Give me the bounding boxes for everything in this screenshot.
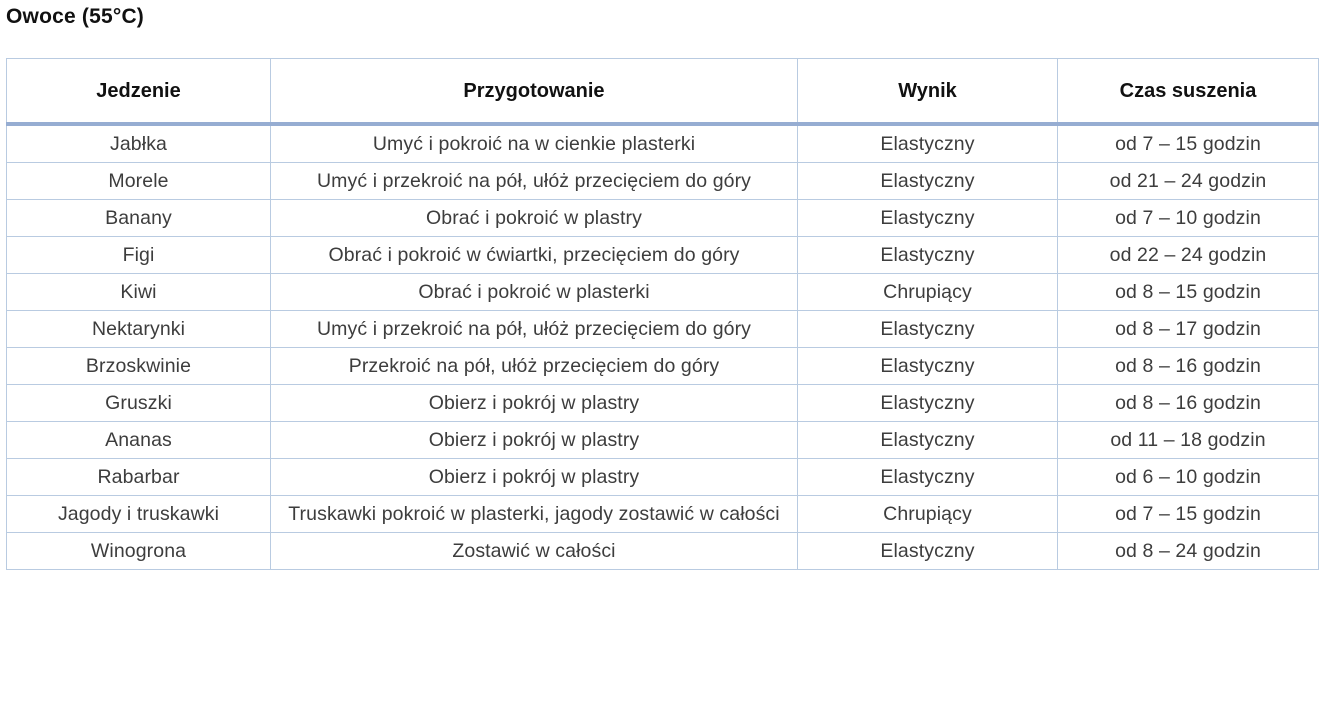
cell-czas-suszenia: od 8 – 24 godzin [1058, 533, 1319, 570]
cell-jedzenie: Gruszki [7, 385, 271, 422]
cell-wynik: Elastyczny [798, 237, 1058, 274]
header-wynik: Wynik [798, 59, 1058, 125]
cell-czas-suszenia: od 7 – 15 godzin [1058, 496, 1319, 533]
cell-wynik: Elastyczny [798, 385, 1058, 422]
cell-jedzenie: Brzoskwinie [7, 348, 271, 385]
cell-czas-suszenia: od 22 – 24 godzin [1058, 237, 1319, 274]
cell-czas-suszenia: od 8 – 16 godzin [1058, 348, 1319, 385]
cell-jedzenie: Rabarbar [7, 459, 271, 496]
cell-wynik: Elastyczny [798, 348, 1058, 385]
cell-przygotowanie: Umyć i pokroić na w cienkie plasterki [271, 124, 798, 163]
cell-jedzenie: Jagody i truskawki [7, 496, 271, 533]
cell-wynik: Chrupiący [798, 274, 1058, 311]
cell-czas-suszenia: od 7 – 15 godzin [1058, 124, 1319, 163]
table-header [7, 59, 1319, 125]
cell-wynik: Elastyczny [798, 124, 1058, 163]
header-przygotowanie: Przygotowanie [271, 59, 798, 125]
header-jedzenie: Jedzenie [7, 59, 271, 125]
cell-czas-suszenia: od 8 – 16 godzin [1058, 385, 1319, 422]
cell-wynik: Elastyczny [798, 459, 1058, 496]
cell-jedzenie: Kiwi [7, 274, 271, 311]
cell-jedzenie: Morele [7, 163, 271, 200]
table-row [7, 311, 1319, 348]
cell-wynik: Elastyczny [798, 422, 1058, 459]
cell-czas-suszenia: od 21 – 24 godzin [1058, 163, 1319, 200]
cell-wynik: Elastyczny [798, 163, 1058, 200]
header-czas-suszenia: Czas suszenia [1058, 59, 1319, 125]
table-row [7, 496, 1319, 533]
cell-jedzenie: Banany [7, 200, 271, 237]
page-title: Owoce (55°C) [6, 5, 144, 28]
cell-wynik: Elastyczny [798, 200, 1058, 237]
cell-czas-suszenia: od 6 – 10 godzin [1058, 459, 1319, 496]
cell-wynik: Elastyczny [798, 311, 1058, 348]
cell-przygotowanie: Obrać i pokroić w plastry [271, 200, 798, 237]
cell-przygotowanie: Przekroić na pół, ułóż przecięciem do góry [271, 348, 798, 385]
cell-przygotowanie: Obierz i pokrój w plastry [271, 385, 798, 422]
table-row [7, 237, 1319, 274]
table-row [7, 533, 1319, 570]
table-row [7, 385, 1319, 422]
cell-przygotowanie: Umyć i przekroić na pół, ułóż przecięciem do góry [271, 311, 798, 348]
cell-czas-suszenia: od 7 – 10 godzin [1058, 200, 1319, 237]
cell-jedzenie: Figi [7, 237, 271, 274]
cell-przygotowanie: Obierz i pokrój w plastry [271, 422, 798, 459]
cell-przygotowanie: Obrać i pokroić w ćwiartki, przecięciem do góry [271, 237, 798, 274]
cell-czas-suszenia: od 11 – 18 godzin [1058, 422, 1319, 459]
table-row [7, 200, 1319, 237]
drying-table [6, 58, 1319, 570]
cell-wynik: Elastyczny [798, 533, 1058, 570]
table-row [7, 274, 1319, 311]
header-row [7, 59, 1319, 125]
cell-czas-suszenia: od 8 – 17 godzin [1058, 311, 1319, 348]
cell-przygotowanie: Umyć i przekroić na pół, ułóż przecięciem do góry [271, 163, 798, 200]
cell-czas-suszenia: od 8 – 15 godzin [1058, 274, 1319, 311]
cell-wynik: Chrupiący [798, 496, 1058, 533]
cell-przygotowanie: Obrać i pokroić w plasterki [271, 274, 798, 311]
table-row [7, 163, 1319, 200]
cell-jedzenie: Winogrona [7, 533, 271, 570]
table-row [7, 124, 1319, 163]
table-row [7, 422, 1319, 459]
cell-przygotowanie: Truskawki pokroić w plasterki, jagody zostawić w całości [271, 496, 798, 533]
table-row [7, 348, 1319, 385]
cell-jedzenie: Jabłka [7, 124, 271, 163]
table-row [7, 459, 1319, 496]
cell-przygotowanie: Zostawić w całości [271, 533, 798, 570]
cell-jedzenie: Nektarynki [7, 311, 271, 348]
table-body [7, 124, 1319, 570]
cell-jedzenie: Ananas [7, 422, 271, 459]
cell-przygotowanie: Obierz i pokrój w plastry [271, 459, 798, 496]
